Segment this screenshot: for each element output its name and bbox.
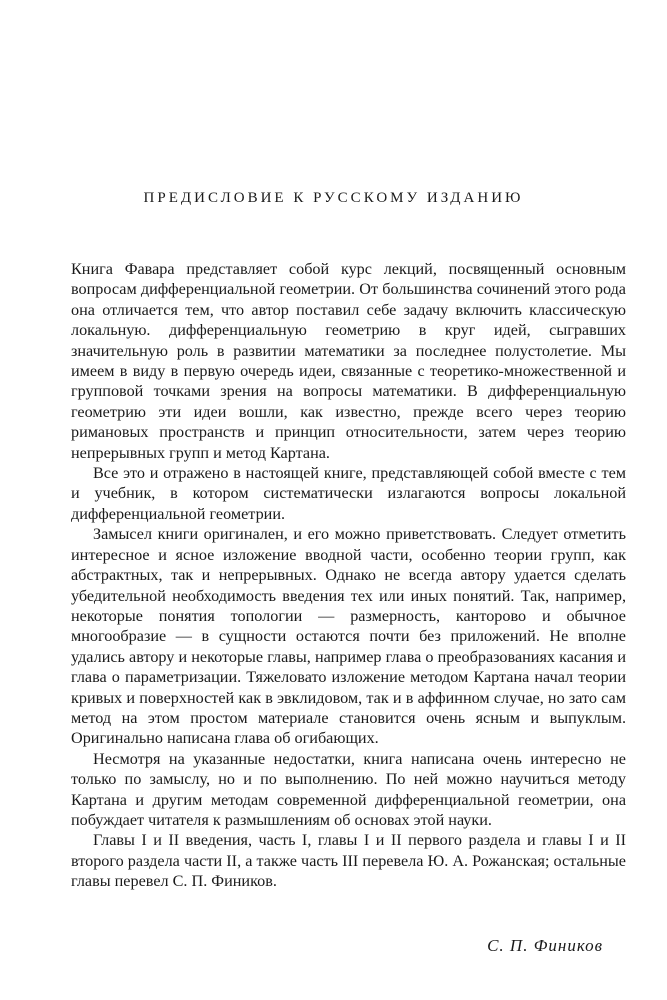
- paragraph-2: Все это и отражено в настоящей книге, представляющей собой вместе с тем и учебник, в котором систематически излагаются вопросы локальной дифференциальной геометрии.: [71, 464, 626, 523]
- preface-body: [71, 259, 626, 892]
- paragraph-1: Книга Фавара представляет собой курс лекций, посвященный основным вопросам дифференциальной геометрии. От большинства сочинений этого рода она отличается тем, что автор поставил себе задачу включить классическую локальную. дифференциальную геометрию в круг идей, сыгравших значительную роль в развитии математики за последнее полустолетие. Мы имеем в виду в первую очередь идеи, связанные с теоретико-множественной и групповой точками зрения на вопросы математики. В дифференциальную геометрию эти идеи вошли, как известно, прежде всего через теорию римановых пространств и принцип относительности, затем через теорию непрерывных групп и метод Картана.: [71, 260, 626, 462]
- page-title: ПРЕДИСЛОВИЕ К РУССКОМУ ИЗДАНИЮ: [143, 190, 524, 206]
- paragraph-5: Главы I и II введения, часть I, главы I и II первого раздела и главы I и II второго раздела части II, а также часть III перевела Ю. А. Рожанская; остальные главы перевел С. П. Фиников.: [71, 831, 626, 891]
- paragraph-4: Несмотря на указанные недостатки, книга написана очень интересно не только по замыслу, но и по выполнению. По ней можно научиться методу Картана и другим методам современной дифференциальной геометрии, она побуждает читателя к размышлениям об основах этой науки.: [71, 749, 626, 829]
- paragraph-3: Замысел книги оригинален, и его можно приветствовать. Следует отметить интересное и ясное изложение вводной части, особенно теории групп, как абстрактных, так и непрерывных. Однако не всегда автору удается сделать убедительной необходимость введения тех или иных понятий. Так, например, некоторые понятия топологии — размерность, канторово и обычное многообразие — в сущности остаются почти без приложений. Не вполне удались автору и некоторые главы, например глава о преобразованиях касания и глава о параметризации. Тяжеловато изложение методом Картана начал теории кривых и поверхностей как в эвклидовом, так и в аффинном случае, но зато сам метод на этом простом материале становится очень ясным и выпуклым. Оригинально написана глава об огибающих.: [71, 525, 626, 748]
- author-signature: С. П. Фиников: [487, 936, 603, 955]
